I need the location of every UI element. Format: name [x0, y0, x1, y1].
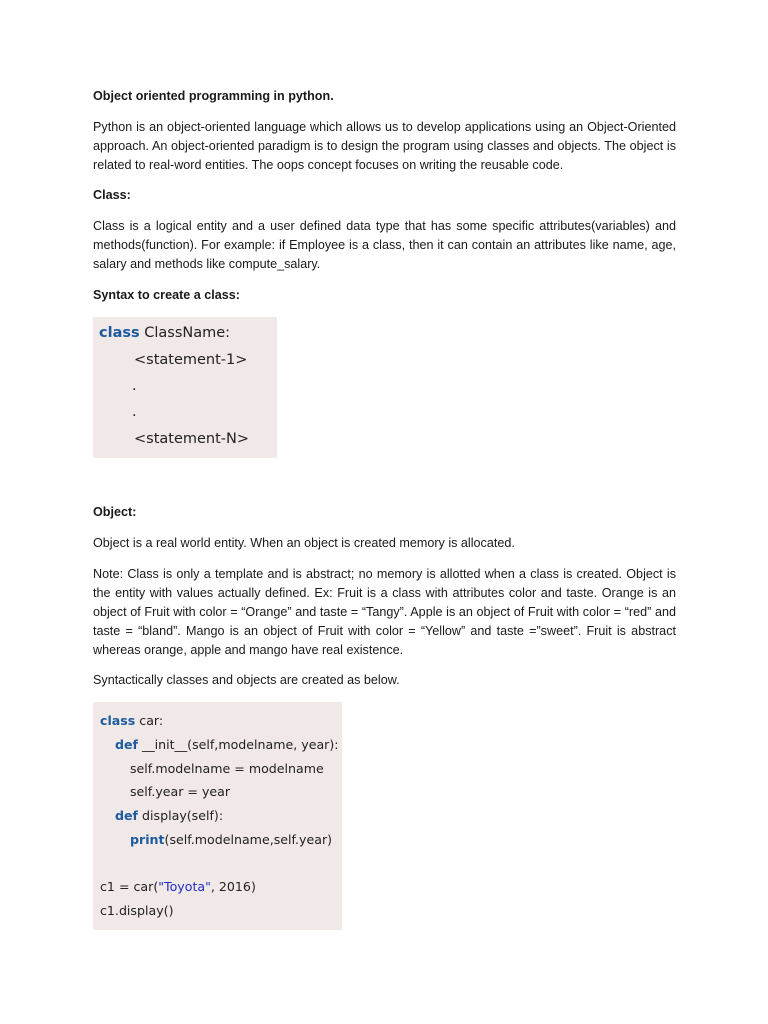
code-text: __init__(self,modelname, year): — [138, 737, 339, 752]
keyword: class — [100, 713, 136, 728]
code-line — [100, 879, 256, 895]
code-text: car: — [135, 713, 164, 728]
code-line: . — [132, 404, 137, 420]
code-line: self.year = year — [130, 784, 231, 799]
code-line: . — [132, 378, 137, 394]
code-line — [100, 713, 163, 729]
class-heading: Class: — [93, 188, 131, 202]
syntactically-paragraph: Syntactically classes and objects are created as below. — [93, 673, 400, 687]
object-paragraph: Object is a real world entity. When an object is created memory is allocated. — [93, 536, 515, 550]
keyword: print — [130, 832, 165, 847]
class-syntax-code-block — [93, 317, 277, 458]
object-heading: Object: — [93, 505, 137, 519]
string-literal: "Toyota" — [158, 879, 211, 894]
intro-paragraph: Python is an object-oriented language which allows us to develop applications using an Object-Oriented approach. An object-oriented paradigm is to design the program using classes and objects. The object is related to real-word entities. The oops concept focuses on writing the reusable code. — [93, 120, 676, 172]
code-text: c1 = car( — [100, 879, 159, 894]
note-paragraph: Note: Class is only a template and is abstract; no memory is allotted when a class is created. Object is the entity with values actually defined. Ex: Fruit is a class with attributes color and taste. Orange is an object of Fruit with color = “Orange” and taste = “Tangy”. Apple is an object of Fruit with color = “red” and taste = “bland”. Mango is an object of Fruit with color = “Yellow” and taste =”sweet”. Fruit is abstract whereas orange, apple and mango have real existence. — [93, 567, 676, 657]
class-paragraph: Class is a logical entity and a user defined data type that has some specific attributes(variables) and methods(function). For example: if Employee is a class, then it can contain an attributes like name, age, salary and methods like compute_salary. — [93, 219, 676, 271]
code-line — [115, 737, 339, 753]
page-title: Object oriented programming in python. — [93, 89, 334, 103]
code-line — [99, 324, 230, 342]
code-line: self.modelname = modelname — [130, 761, 324, 776]
code-text: display(self): — [138, 808, 224, 823]
code-line — [115, 808, 223, 824]
keyword: def — [115, 737, 139, 752]
code-text: (self.modelname,self.year) — [164, 832, 333, 847]
code-line — [130, 832, 332, 848]
code-text: , 2016) — [210, 879, 256, 894]
syntax-heading: Syntax to create a class: — [93, 288, 241, 302]
keyword: class — [99, 325, 140, 341]
class-example-code-block — [93, 702, 342, 930]
keyword: def — [115, 808, 139, 823]
code-line: <statement-N> — [134, 431, 250, 447]
code-line: <statement-1> — [134, 352, 248, 368]
code-text: ClassName: — [139, 325, 231, 341]
code-line: c1.display() — [100, 903, 174, 918]
